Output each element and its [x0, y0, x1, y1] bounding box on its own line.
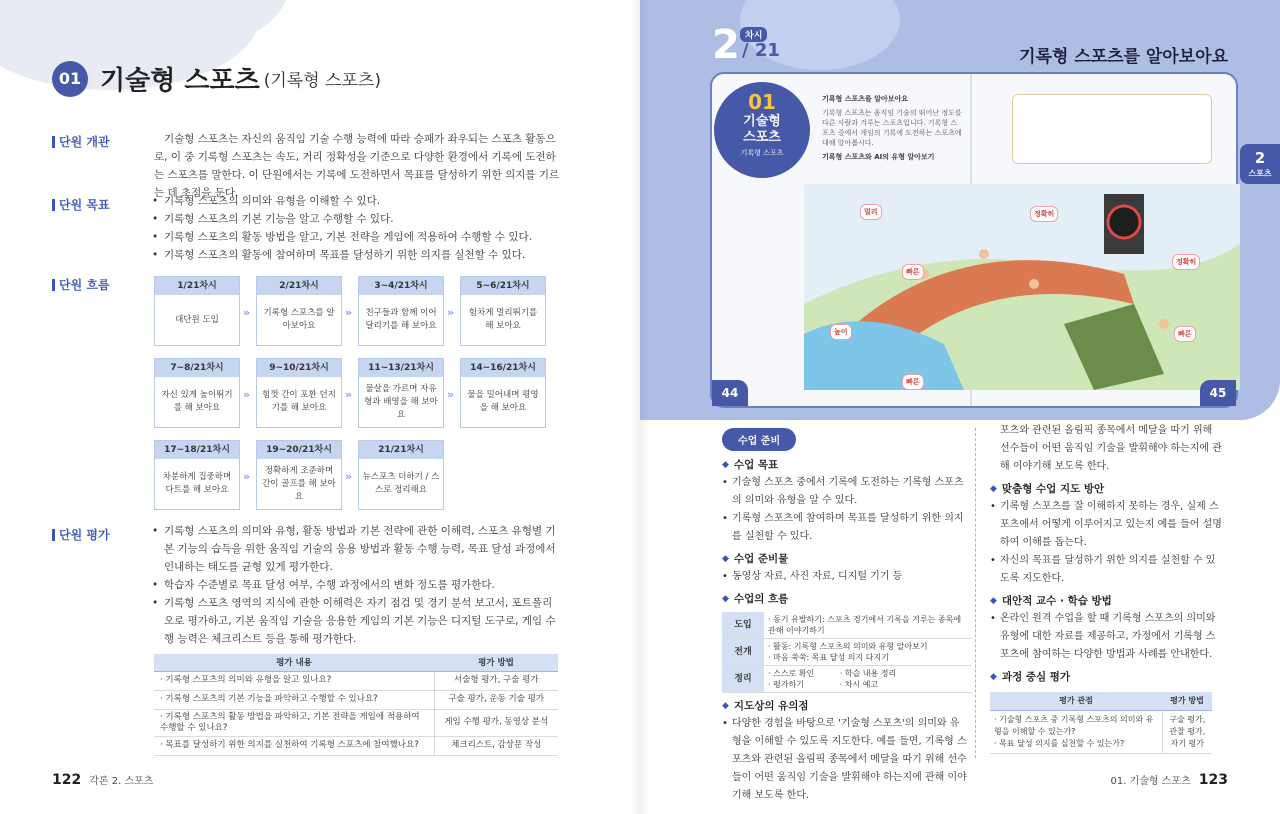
list-item: • 기록형 스포츠의 활동에 참여하며 목표를 달성하기 위한 의지를 실천할 수 있다. — [152, 246, 562, 264]
dartboard-icon — [1108, 206, 1140, 238]
section-bar-icon — [52, 279, 55, 291]
chevron-right-icon: » — [243, 470, 251, 483]
table-cell: · 기술형 스포츠 중 기록형 스포츠의 의미와 유형을 이해할 수 있는가? · 목표 달성 의지를 실천할 수 있는가? — [990, 711, 1162, 754]
note-list — [722, 715, 967, 801]
flow-card-body: 차분하게 집중하며 다트를 해 보아요 — [162, 472, 232, 495]
list-item: • 동영상 자료, 사진 자료, 디지털 기기 등 — [722, 568, 967, 586]
section-bar-icon — [52, 529, 55, 541]
scene-label: 정확히 — [1030, 206, 1058, 222]
custom-list — [990, 498, 1224, 588]
flow-card-body: 기록형 스포츠를 알아보아요 — [263, 308, 335, 331]
flow-card-body: 자신 있게 높이뛰기를 해 보아요 — [161, 390, 233, 413]
chevron-right-icon: » — [243, 306, 251, 319]
diamond-icon: ◆ — [722, 460, 729, 470]
table-header: 평가 내용 — [154, 654, 434, 671]
diamond-icon: ◆ — [990, 596, 997, 606]
flow-card-body: 힘차게 멀리뛰기를 해 보아요 — [468, 308, 538, 331]
page-footer — [52, 772, 153, 788]
section-label-text: 단원 개관 — [59, 135, 110, 149]
table-cell: 서술형 평가, 구술 평가 — [434, 671, 558, 690]
chevron-right-icon: » — [345, 388, 353, 401]
flow-stage-label: 도입 — [722, 612, 764, 639]
book-unit-number: 01 — [748, 90, 776, 114]
table-header-row — [990, 692, 1212, 711]
page-footer — [1111, 772, 1228, 788]
scene-label: 빠른 — [902, 264, 924, 280]
list-item: • 온라인 원격 수업을 할 때 기록형 스포츠의 의미와 유형에 대한 자료를 제공하고, 가정에서 기록형 스포츠에 참여하는 다양한 방법과 사례를 안내한다. — [990, 610, 1224, 664]
table-row — [722, 666, 972, 693]
section-label-text: 단원 목표 — [59, 198, 110, 212]
page-number: 123 — [1198, 772, 1228, 788]
flow-card — [460, 358, 546, 428]
flow-card-head: 3~4/21차시 — [359, 277, 443, 295]
table-cell: · 기록형 스포츠의 활동 방법을 파악하고, 기본 전략을 게임에 적용하여 수행할 수 있나요? — [154, 709, 434, 736]
diamond-icon: ◆ — [722, 594, 729, 604]
table-header: 평가 방법 — [434, 654, 558, 671]
chevron-right-icon: » — [345, 470, 353, 483]
athlete-icon — [1029, 279, 1039, 289]
athlete-icon — [979, 249, 989, 259]
flow-card — [256, 440, 342, 510]
book-intro: 기록형 스포츠는 움직임 기술의 뛰어난 정도를 다른 사람과 겨루는 스포츠입니다. 기록형 스포츠 중에서 게임의 기록에 도전하는 스포츠에 대해 알아봅시다. — [822, 109, 962, 147]
table-cell: · 기록형 스포츠의 기본 기능을 파악하고 수행할 수 있나요? — [154, 690, 434, 709]
section-label-overview — [52, 133, 110, 150]
process-eval-table — [990, 692, 1212, 754]
page-caption: 각론 2. 스포츠 — [89, 776, 154, 787]
right-column — [990, 422, 1224, 754]
flow-card-body: 친구들과 함께 이어달리기를 해 보아요 — [365, 308, 437, 331]
lesson-tag: 차시 — [740, 27, 767, 42]
table-cell: 구술 평가, 운동 기술 평가 — [434, 690, 558, 709]
book-gutter-shadow — [630, 0, 650, 814]
page-title: 기록형 스포츠를 알아보아요 — [1019, 47, 1228, 67]
flow-stage-label: 전개 — [722, 639, 764, 666]
unit-title — [52, 60, 381, 97]
heading-text: 맞춤형 수업 지도 방안 — [1001, 483, 1105, 495]
flow-card-body: 뉴스포츠 더하기 / 스스로 정리해요 — [362, 472, 440, 495]
book-heading-block — [822, 94, 962, 162]
flow-card-head: 7~8/21차시 — [155, 359, 239, 377]
flow-card-head: 2/21차시 — [257, 277, 341, 295]
section-label-text: 단원 평가 — [59, 528, 110, 542]
unit-title-sub: (기록형 스포츠) — [263, 71, 381, 91]
list-item: • 다양한 경험을 바탕으로 '기술형 스포츠'의 의미와 유형을 이해할 수 있도록 지도한다. 예를 들면, 기록형 스포츠와 관련된 올림픽 종목에서 메달을 따기 위해 선수들이 어떤 움직임 기술을 발휘해야 하는지에 관해 이야기해 보도록 한다. — [722, 715, 967, 751]
lesson-total: / 21 — [742, 40, 780, 61]
column-divider — [975, 428, 976, 758]
section-heading — [722, 697, 967, 715]
list-item: • 자신의 목표를 달성하기 위한 의지를 실천할 수 있도록 지도한다. — [990, 552, 1224, 588]
skater-icon — [1159, 319, 1169, 329]
list-item: • 기록형 스포츠에 참여하며 목표를 달성하기 위한 의지를 실천할 수 있다. — [722, 510, 967, 546]
lesson-flow-table — [722, 612, 972, 693]
eval-list — [152, 522, 562, 648]
prep-badge: 수업 준비 — [722, 428, 796, 451]
flow-card — [154, 276, 240, 346]
flow-stage-text: · 동기 유발하기: 스포츠 경기에서 기록을 겨루는 종목에 관해 이야기하기 — [764, 612, 972, 639]
flow-card-head: 5~6/21차시 — [461, 277, 545, 295]
list-item: • 기록형 스포츠의 의미와 유형, 활동 방법과 기본 전략에 관한 이해력, 스포츠 유형별 기본 기능의 습득을 위한 움직임 기술의 응용 방법과 활동 수행 능력, 목표 달성 과정에서 인내하는 태도를 균형 있게 평가한다. — [152, 522, 562, 576]
heading-text: 수업 목표 — [733, 459, 779, 471]
table-row — [722, 612, 972, 639]
section-heading — [722, 590, 967, 608]
table-cell: · 기록형 스포츠의 의미와 유형을 알고 있나요? — [154, 671, 434, 690]
chevron-right-icon: » — [243, 388, 251, 401]
left-column — [722, 452, 967, 801]
heading-text: 과정 중심 평가 — [1001, 671, 1071, 683]
diamond-icon: ◆ — [722, 701, 729, 711]
table-header: 평가 방법 — [1162, 692, 1212, 711]
textbook-spread-image — [710, 72, 1238, 408]
list-item: • 기술형 스포츠 중에서 기록에 도전하는 기록형 스포츠의 의미와 유형을 알 수 있다. — [722, 474, 967, 510]
flow-card-body: 정확하게 조준하며 간이 골프를 해 보아요 — [262, 465, 336, 502]
flow-card — [154, 440, 240, 510]
flow-stage-label: 정리 — [722, 666, 764, 693]
eval-table — [154, 654, 558, 756]
table-cell: 체크리스트, 감상문 작성 — [434, 736, 558, 755]
goals-list — [152, 192, 562, 264]
side-tab[interactable] — [1240, 144, 1280, 184]
book-page-number-left: 44 — [712, 380, 748, 406]
scene-label: 빠른 — [1174, 326, 1196, 342]
flow-card-head: 14~16/21차시 — [461, 359, 545, 377]
section-bar-icon — [52, 136, 55, 148]
table-row — [154, 671, 558, 690]
book-unit-sub: 기록형 스포츠 — [740, 149, 784, 157]
table-header: 평가 관점 — [990, 692, 1162, 711]
table-cell: · 목표를 달성하기 위한 의지를 실천하여 기록형 스포츠에 참여했나요? — [154, 736, 434, 755]
flow-card-body: 물살을 가르며 자유형과 배영을 해 보아요 — [364, 383, 438, 420]
material-list — [722, 568, 967, 586]
table-cell: 구술 평가, 관찰 평가, 자기 평가 — [1162, 711, 1212, 754]
book-unit-circle — [714, 82, 810, 178]
scene-label: 정확히 — [1172, 254, 1200, 270]
flow-card-head: 17~18/21차시 — [155, 441, 239, 459]
table-row — [154, 736, 558, 755]
table-row — [154, 709, 558, 736]
diamond-icon: ◆ — [990, 484, 997, 494]
section-heading — [990, 592, 1224, 610]
section-label-eval — [52, 526, 110, 543]
flow-card-head: 9~10/21차시 — [257, 359, 341, 377]
note-continued: 포츠와 관련된 올림픽 종목에서 메달을 따기 위해 선수들이 어떤 움직임 기술을 발휘해야 하는지에 관해 이야기해 보도록 한다. — [1000, 425, 1222, 472]
scene-label: 빠른 — [902, 374, 924, 390]
flow-card-head: 1/21차시 — [155, 277, 239, 295]
alt-list — [990, 610, 1224, 664]
flow-stage-text: · 활동: 기록형 스포츠의 의미와 유형 알아보기 · 마음 쑥쑥: 목표 달성 의지 다지기 — [764, 639, 972, 666]
scene-label: 멀리 — [860, 204, 882, 220]
flow-card — [358, 358, 444, 428]
list-item: • 기록형 스포츠 영역의 지식에 관한 이해력은 자기 점검 및 경기 분석 보고서, 포트폴리오로 평가하고, 기본 움직임 기술을 응용한 게임의 기본 기능은 디지털 도구로, 게임 수행 능력은 체크리스트 등을 통해 평가한다. — [152, 594, 562, 648]
unit-title-main: 기술형 스포츠 — [100, 66, 260, 96]
section-label-text: 단원 흐름 — [59, 278, 110, 292]
flow-card-head: 11~13/21차시 — [359, 359, 443, 377]
section-heading — [990, 668, 1224, 686]
scene-label: 높이 — [830, 324, 852, 340]
flow-card — [460, 276, 546, 346]
table-header-row — [154, 654, 558, 671]
side-tab-number: 2 — [1254, 149, 1266, 167]
table-row — [990, 711, 1212, 754]
chevron-right-icon: » — [345, 306, 353, 319]
flow-card — [256, 358, 342, 428]
heading-text: 수업 준비물 — [733, 553, 789, 565]
section-bar-icon — [52, 199, 55, 211]
list-item: • 기록형 스포츠의 기본 기능을 알고 수행할 수 있다. — [152, 210, 562, 228]
flow-card-body: 물을 밀어내며 평영을 해 보아요 — [467, 390, 539, 413]
diamond-icon: ◆ — [990, 672, 997, 682]
book-page-number-right: 45 — [1200, 380, 1236, 406]
side-tab-label: 스포츠 — [1248, 169, 1272, 178]
flow-card-body: 대단원 도입 — [175, 314, 219, 325]
list-item: • 기록형 스포츠의 의미와 유형을 이해할 수 있다. — [152, 192, 562, 210]
list-item: • 기록형 스포츠를 잘 이해하지 못하는 경우, 실제 스포츠에서 어떻게 이루어지고 있는지 예를 들어 설명하여 이해를 돕는다. — [990, 498, 1224, 552]
heading-text: 지도상의 유의점 — [733, 700, 809, 712]
unit-number-badge: 01 — [52, 61, 88, 97]
book-unit-title-1: 기술형 — [743, 114, 781, 129]
right-page — [640, 0, 1280, 814]
overview-paragraph: 기술형 스포츠는 자신의 움직임 기술 수행 능력에 따라 승패가 좌우되는 스포츠 활동으로, 이 중 기록형 스포츠는 속도, 거리 정확성을 기준으로 다양한 환경에서 기록에 도전하는 스포츠를 말한다. 이 단원에서는 기록에 도전하면서 목표를 달성하기 위한 의지를 기르는 데 초점을 둔다. — [154, 133, 560, 199]
lesson-number: 2 — [712, 22, 740, 68]
table-cell: 게임 수행 평가, 동영상 분석 — [434, 709, 558, 736]
heading-text: 대안적 교수 · 학습 방법 — [1001, 595, 1112, 607]
table-row — [722, 639, 972, 666]
flow-stage-text: · 스스로 확인 · 학습 내용 정리 · 평가하기 · 차시 예고 — [764, 666, 972, 693]
chevron-right-icon: » — [447, 306, 455, 319]
flow-card-head: 19~20/21차시 — [257, 441, 341, 459]
section-heading — [722, 550, 967, 568]
section-label-goals — [52, 196, 110, 213]
section-label-flow — [52, 276, 110, 293]
book-heading: 기록형 스포츠를 알아보아요 — [822, 95, 909, 103]
flow-card — [154, 358, 240, 428]
flow-card — [358, 276, 444, 346]
page-number: 122 — [52, 772, 82, 788]
section-heading — [722, 456, 967, 474]
diamond-icon: ◆ — [722, 554, 729, 564]
chevron-right-icon: » — [447, 388, 455, 401]
flow-card — [256, 276, 342, 346]
flow-card-body: 힘껏 간이 포환 던지기를 해 보아요 — [262, 390, 336, 413]
page-caption: 01. 기술형 스포츠 — [1110, 776, 1191, 787]
book-activity: 기록형 스포츠와 AI의 유형 알아보기 — [822, 153, 935, 161]
list-item: • 기록형 스포츠의 활동 방법을 알고, 기본 전략을 게임에 적용하여 수행할 수 있다. — [152, 228, 562, 246]
table-row — [154, 690, 558, 709]
flow-card-head: 21/21차시 — [359, 441, 443, 459]
book-unit-title-2: 스포츠 — [743, 130, 781, 145]
goal-list — [722, 474, 967, 546]
heading-text: 수업의 흐름 — [733, 593, 789, 605]
list-item: • 학습자 수준별로 목표 달성 여부, 수행 과정에서의 변화 정도를 평가한다. — [152, 576, 562, 594]
book-worksheet-box — [1012, 94, 1212, 164]
flow-card — [358, 440, 444, 510]
section-heading — [990, 480, 1224, 498]
